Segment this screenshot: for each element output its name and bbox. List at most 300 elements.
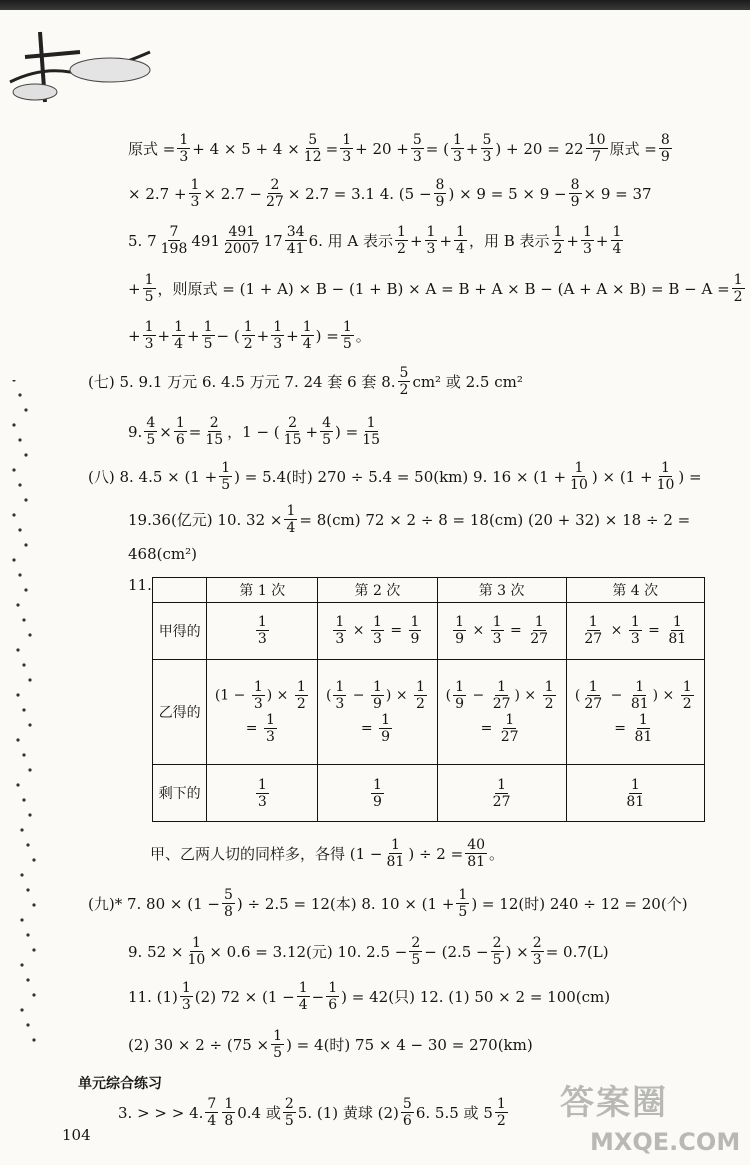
fraction <box>666 614 688 647</box>
text-run: = 8(cm) 72 × 2 ÷ 8 = 18(cm) (20 + 32) × 18 ÷ 2 = <box>299 510 691 529</box>
denominator: 9 <box>372 695 382 712</box>
numerator: 1 <box>492 614 502 631</box>
numerator: 1 <box>612 224 622 240</box>
margin-dot <box>24 498 27 501</box>
fraction <box>425 224 438 257</box>
table-cell <box>318 603 437 660</box>
text-run: ) × (1 + <box>591 467 653 486</box>
numerator: 1 <box>455 678 465 695</box>
text-run: ) × <box>514 687 541 704</box>
fraction <box>242 319 255 352</box>
text-run: = <box>480 720 497 737</box>
text-run: 3. > > > 4. <box>118 1103 204 1122</box>
text-run: ) × <box>505 942 529 961</box>
fraction <box>202 319 215 352</box>
table-cell <box>207 603 318 660</box>
numerator: 1 <box>181 980 191 996</box>
numerator: 1 <box>298 980 308 996</box>
denominator: 4 <box>286 520 296 536</box>
denominator: 6 <box>175 432 185 448</box>
numerator: 1 <box>497 678 507 695</box>
margin-dot <box>16 603 19 606</box>
text-run: (1 − <box>214 687 250 704</box>
numerator: 1 <box>453 132 462 148</box>
text-run: 6. 5.5 或 5 <box>415 1103 493 1122</box>
fraction <box>371 679 384 712</box>
fraction <box>491 679 513 712</box>
denominator: 3 <box>630 631 640 648</box>
numerator: 1 <box>296 678 306 695</box>
text-run: ) ÷ 2 = <box>408 844 464 863</box>
text-run: + 4 × 5 + 4 × <box>192 139 300 158</box>
margin-dot <box>12 423 15 426</box>
numerator: 1 <box>410 614 420 631</box>
answer-line <box>128 935 609 968</box>
table-cell <box>566 765 704 822</box>
margin-dot <box>32 903 35 906</box>
fraction <box>159 224 190 257</box>
text-run: cm² 或 2.5 cm² <box>412 372 523 391</box>
table-header-cell: 第 2 次 <box>318 578 437 603</box>
denominator: 27 <box>500 728 519 745</box>
numerator: 1 <box>328 980 338 996</box>
numerator: 1 <box>397 224 406 240</box>
text-run: + <box>256 326 270 345</box>
margin-dot <box>24 588 27 591</box>
margin-dot <box>12 380 15 382</box>
fraction <box>264 177 286 210</box>
denominator: 5 <box>411 952 421 968</box>
fraction <box>333 614 346 647</box>
text-run: 甲、乙两人切的同样多，各得 (1 − <box>150 844 383 863</box>
fraction <box>385 837 407 870</box>
margin-dot <box>18 438 21 441</box>
denominator: 3 <box>179 149 189 165</box>
denominator: 10 <box>570 477 588 493</box>
denominator: 2 <box>553 241 563 257</box>
denominator: 81 <box>386 854 405 870</box>
text-run: × 2.7 − <box>203 184 262 203</box>
table-cell <box>437 659 566 765</box>
numerator: 1 <box>221 460 231 476</box>
answer-line <box>128 177 652 210</box>
text-run: × 9 = 37 <box>583 184 652 203</box>
numerator: 1 <box>372 776 382 793</box>
numerator: 1 <box>191 935 201 951</box>
denominator: 8 <box>224 1113 234 1129</box>
fraction <box>297 980 310 1013</box>
text-run: (2) 30 × 2 ÷ (75 × <box>128 1035 270 1054</box>
numerator: 1 <box>335 678 345 695</box>
answer-line <box>128 415 384 448</box>
fraction <box>256 777 269 810</box>
denominator: 5 <box>144 289 154 305</box>
fraction <box>453 679 466 712</box>
denominator: 81 <box>634 728 653 745</box>
table-row <box>153 603 705 660</box>
denominator: 2 <box>733 289 743 305</box>
text-run: − <box>311 987 325 1006</box>
fraction <box>499 712 521 745</box>
numerator: 1 <box>342 132 352 148</box>
table-header-cell: 第 3 次 <box>437 578 566 603</box>
denominator: 3 <box>583 241 592 257</box>
fraction <box>582 614 604 647</box>
fraction <box>222 887 235 920</box>
text-run: ，1 − ( <box>227 422 280 441</box>
fraction <box>481 132 494 165</box>
text-run: + <box>439 231 453 250</box>
margin-dot <box>28 678 31 681</box>
denominator: 3 <box>190 194 200 210</box>
margin-dot <box>22 708 25 711</box>
denominator: 6 <box>402 1113 412 1129</box>
text-run: = <box>643 622 665 639</box>
fraction <box>295 679 308 712</box>
fraction <box>632 712 654 745</box>
numerator: 1 <box>390 837 400 853</box>
text-run: = <box>360 720 378 737</box>
numerator: 1 <box>553 224 563 240</box>
denominator: 2007 <box>224 241 260 257</box>
numerator: 4 <box>146 415 156 431</box>
text-run: 19.36(亿元) 10. 32 × <box>128 510 283 529</box>
denominator: 2 <box>397 241 406 257</box>
denominator: 9 <box>455 631 465 648</box>
fraction <box>732 272 745 305</box>
numerator: 2 <box>209 415 219 431</box>
text-run: 5. (1) 黄球 (2) <box>297 1103 399 1122</box>
margin-dot <box>20 1008 23 1011</box>
numerator: 1 <box>273 1028 283 1044</box>
answer-line <box>88 365 523 398</box>
text-run: + <box>595 231 609 250</box>
margin-dot <box>26 888 29 891</box>
denominator: 27 <box>492 793 511 810</box>
denominator: 5 <box>342 336 352 352</box>
numerator: 2 <box>284 1096 294 1112</box>
denominator: 27 <box>530 631 549 648</box>
fraction <box>174 415 187 448</box>
watermark-text: 答案圈 <box>560 1083 668 1123</box>
denominator: 2 <box>682 695 692 712</box>
margin-dot <box>12 468 15 471</box>
text-run: 0.4 或 <box>237 1103 281 1122</box>
numerator: 491 <box>228 224 256 240</box>
denominator: 27 <box>492 695 511 712</box>
denominator: 9 <box>372 793 382 810</box>
table-cell <box>207 765 318 822</box>
numerator: 1 <box>630 614 640 631</box>
denominator: 6 <box>328 997 338 1013</box>
denominator: 9 <box>660 149 670 165</box>
ink-branch-decoration-icon <box>0 12 170 107</box>
numerator: 1 <box>574 460 584 476</box>
margin-dot <box>28 723 31 726</box>
fraction <box>465 837 487 870</box>
numerator: 40 <box>467 837 486 853</box>
denominator: 5 <box>273 1045 283 1061</box>
text-run: ) ÷ 2.5 = 12(本) 8. 10 × (1 + <box>236 894 455 913</box>
text-run: = ( <box>425 139 449 158</box>
fraction <box>586 132 608 165</box>
text-run: 。 <box>355 326 371 345</box>
text-run: 6. 用 A 表示 <box>308 231 394 250</box>
fraction <box>205 1096 218 1129</box>
numerator: 1 <box>496 1096 506 1112</box>
text-run: ) = 4(时) 75 × 4 − 30 = 270(km) <box>286 1035 533 1054</box>
fraction <box>371 777 384 810</box>
text-run: − <box>468 687 489 704</box>
numerator: 1 <box>505 711 515 728</box>
fraction <box>414 679 427 712</box>
text-run: + <box>566 231 579 250</box>
margin-dot <box>22 753 25 756</box>
denominator: 9 <box>570 194 580 210</box>
margin-dot <box>20 963 23 966</box>
margin-dot <box>28 768 31 771</box>
fraction <box>172 319 185 352</box>
denominator: 3 <box>335 695 345 712</box>
text-run: 11. (1) <box>128 987 178 1006</box>
numerator: 1 <box>630 776 640 793</box>
margin-dot <box>26 1023 29 1026</box>
answer-line <box>128 503 690 536</box>
table-header-cell: 第 4 次 <box>566 578 704 603</box>
margin-dot <box>18 393 21 396</box>
numerator: 2 <box>532 935 542 951</box>
fraction <box>659 132 672 165</box>
text-run: ) = 42(只) 12. (1) 50 × 2 = 100(cm) <box>341 987 611 1006</box>
denominator: 3 <box>265 728 275 745</box>
table-cell <box>437 603 566 660</box>
text-run: = <box>325 139 339 158</box>
numerator: 5 <box>399 365 409 381</box>
margin-dot <box>24 543 27 546</box>
answer-line <box>128 224 625 257</box>
denominator: 27 <box>265 194 284 210</box>
denominator: 3 <box>372 631 382 648</box>
fraction <box>409 614 422 647</box>
numerator: 1 <box>273 319 283 335</box>
text-run: + <box>286 326 299 345</box>
text-run: − (2.5 − <box>424 942 489 961</box>
text-run: = <box>505 622 527 639</box>
numerator: 1 <box>257 614 267 631</box>
numerator: 1 <box>286 503 296 519</box>
fraction <box>409 935 422 968</box>
denominator: 41 <box>286 241 305 257</box>
text-run: ) = <box>334 422 359 441</box>
numerator: 1 <box>203 319 213 335</box>
text-run: × <box>468 622 489 639</box>
denominator: 7 <box>592 149 602 165</box>
text-run: ) + 20 = 22 <box>495 139 584 158</box>
fraction <box>528 614 550 647</box>
denominator: 81 <box>467 854 486 870</box>
table-cell <box>566 603 704 660</box>
answer-line <box>88 460 702 493</box>
numerator: 1 <box>144 272 154 288</box>
table-row-label: 乙得的 <box>153 659 207 765</box>
denominator: 27 <box>584 631 603 648</box>
margin-dot <box>18 528 21 531</box>
numerator: 2 <box>492 935 502 951</box>
fraction <box>340 132 353 165</box>
fraction <box>491 777 513 810</box>
numerator: 1 <box>174 319 183 335</box>
text-run: + 20 + <box>355 139 409 158</box>
text-run: ) = <box>678 467 702 486</box>
numerator: 1 <box>588 678 598 695</box>
numerator: 1 <box>243 319 253 335</box>
numerator: 1 <box>224 1096 234 1112</box>
denominator: 5 <box>284 1113 294 1129</box>
margin-dot <box>26 843 29 846</box>
fraction <box>398 365 411 398</box>
text-run: − ( <box>216 326 240 345</box>
fraction <box>451 132 464 165</box>
text-run: ( <box>574 687 581 704</box>
answer-table <box>152 577 705 822</box>
fraction <box>629 679 651 712</box>
numerator: 1 <box>253 678 263 695</box>
denominator: 3 <box>453 149 462 165</box>
fraction <box>285 224 307 257</box>
text-run: ( <box>445 687 452 704</box>
table-cell <box>207 659 318 765</box>
fraction <box>284 503 297 536</box>
text-run: 9. 52 × <box>128 942 184 961</box>
fraction <box>143 319 156 352</box>
denominator: 3 <box>426 241 436 257</box>
table-cell <box>566 659 704 765</box>
numerator: 1 <box>635 678 645 695</box>
numerator: 1 <box>534 614 544 631</box>
numerator: 10 <box>587 132 606 148</box>
denominator: 2 <box>544 695 554 712</box>
fraction <box>491 614 504 647</box>
numerator: 5 <box>482 132 492 148</box>
denominator: 3 <box>482 149 492 165</box>
fraction <box>219 460 232 493</box>
margin-dot <box>32 948 35 951</box>
numerator: 1 <box>179 132 189 148</box>
margin-dot <box>26 933 29 936</box>
denominator: 3 <box>492 631 502 648</box>
numerator: 1 <box>638 711 648 728</box>
text-run: ，用 B 表示 <box>468 231 550 250</box>
denominator: 4 <box>174 336 183 352</box>
fraction <box>629 614 642 647</box>
margin-dot <box>26 978 29 981</box>
fraction <box>283 1096 296 1129</box>
numerator: 1 <box>672 614 682 631</box>
denominator: 2 <box>399 382 409 398</box>
denominator: 12 <box>303 149 322 165</box>
margin-dot <box>24 408 27 411</box>
table-header-row <box>153 578 705 603</box>
denominator: 3 <box>257 793 267 810</box>
fraction <box>531 935 544 968</box>
fraction <box>320 415 333 448</box>
numerator: 1 <box>372 614 382 631</box>
text-run: 468(cm²) <box>128 545 197 563</box>
margin-dot <box>16 738 19 741</box>
dotted-margin-decoration <box>8 380 48 1070</box>
text-run: 11. <box>128 576 152 594</box>
fraction <box>401 1096 414 1129</box>
numerator: 5 <box>402 1096 412 1112</box>
fraction <box>582 679 604 712</box>
margin-dot <box>32 858 35 861</box>
denominator: 15 <box>283 432 302 448</box>
fraction <box>180 980 193 1013</box>
top-border <box>0 0 750 10</box>
table-cell <box>318 659 437 765</box>
answer-line <box>128 319 371 352</box>
denominator: 5 <box>458 904 468 920</box>
table-header-cell <box>153 578 207 603</box>
numerator: 7 <box>169 224 179 240</box>
numerator: 1 <box>682 678 692 695</box>
denominator: 3 <box>273 336 283 352</box>
denominator: 3 <box>144 336 154 352</box>
fraction <box>143 272 156 305</box>
fraction <box>252 679 265 712</box>
denominator: 9 <box>455 695 465 712</box>
numerator: 1 <box>661 460 670 476</box>
fraction <box>495 1096 508 1129</box>
text-run: 原式 = <box>128 139 176 158</box>
margin-dot <box>20 828 23 831</box>
fraction <box>611 224 624 257</box>
text-run: = 0.7(L) <box>545 942 609 961</box>
section-title: 单元综合练习 <box>78 1076 162 1092</box>
text-run: 17 <box>263 231 283 250</box>
fraction <box>301 319 314 352</box>
text-run: 原式 = <box>609 139 657 158</box>
fraction <box>264 712 277 745</box>
numerator: 1 <box>455 614 465 631</box>
numerator: 1 <box>456 224 465 240</box>
text-run: × <box>159 422 172 441</box>
margin-dot <box>28 813 31 816</box>
text-run: × <box>606 622 627 639</box>
denominator: 4 <box>207 1113 217 1129</box>
numerator: 8 <box>660 132 670 148</box>
numerator: 1 <box>302 319 312 335</box>
numerator: 1 <box>544 678 554 695</box>
text-run: × 2.7 = 3.1 4. (5 − <box>287 184 432 203</box>
fraction <box>222 224 262 257</box>
margin-dot <box>16 783 19 786</box>
fraction <box>222 1096 235 1129</box>
fraction <box>189 177 202 210</box>
answer-line <box>128 132 674 165</box>
text-run: + <box>128 326 141 345</box>
fraction <box>302 132 324 165</box>
numerator: 5 <box>412 132 422 148</box>
fraction <box>552 224 565 257</box>
margin-dot <box>12 513 15 516</box>
table-row <box>153 765 705 822</box>
denominator: 3 <box>335 631 345 648</box>
denominator: 2 <box>416 695 425 712</box>
watermark-url: MXQE.COM <box>590 1128 741 1156</box>
denominator: 5 <box>221 477 231 493</box>
numerator: 5 <box>223 887 233 903</box>
